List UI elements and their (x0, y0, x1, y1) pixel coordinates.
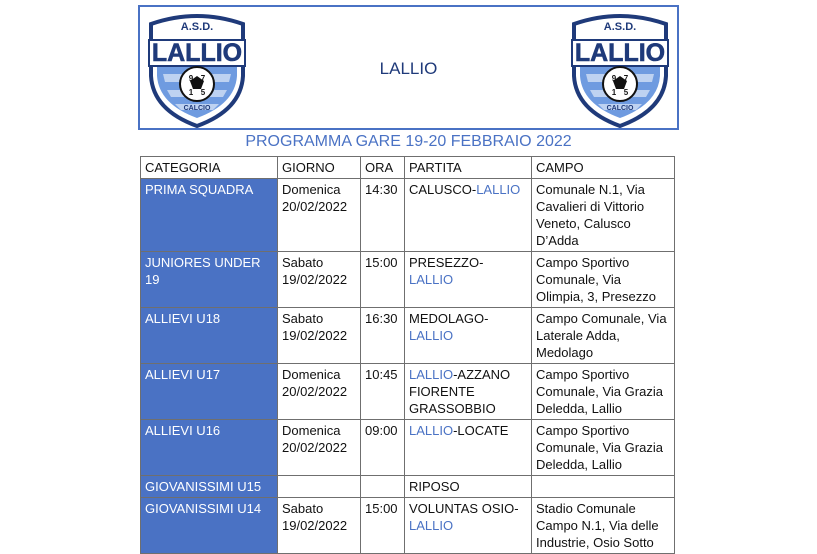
field-cell (532, 476, 675, 498)
field-cell: Campo Sportivo Comunale, Via Olimpia, 3, Presezzo (532, 252, 675, 308)
category-cell: GIOVANISSIMI U15 (141, 476, 278, 498)
svg-text:CALCIO: CALCIO (606, 105, 634, 112)
field-cell: Comunale N.1, Via Cavalieri di Vittorio Veneto, Calusco D’Adda (532, 179, 675, 252)
match-cell (405, 420, 532, 476)
match-schedule-table (140, 156, 675, 554)
svg-text:1: 1 (188, 88, 194, 97)
svg-text:5: 5 (200, 88, 206, 97)
match-text: -LOCATE (453, 423, 509, 438)
header-categoria: CATEGORIA (141, 157, 278, 179)
match-lallio: LALLIO (409, 518, 454, 533)
time-cell: 15:00 (361, 252, 405, 308)
day-cell (278, 476, 361, 498)
field-cell: Stadio Comunale Campo N.1, Via delle Industrie, Osio Sotto (532, 498, 675, 554)
time-cell: 16:30 (361, 308, 405, 364)
svg-text:5: 5 (623, 88, 629, 97)
day-cell (278, 252, 361, 308)
table-row (141, 498, 675, 554)
day-cell (278, 498, 361, 554)
category-cell: PRIMA SQUADRA (141, 179, 278, 252)
match-text: RIPOSO (409, 479, 460, 494)
svg-text:A.S.D.: A.S.D. (603, 21, 637, 33)
field-cell: Campo Sportivo Comunale, Via Grazia Deledda, Lallio (532, 420, 675, 476)
category-cell: ALLIEVI U18 (141, 308, 278, 364)
header-giorno: GIORNO (278, 157, 361, 179)
day-cell (278, 308, 361, 364)
match-lallio: LALLIO (409, 367, 454, 382)
svg-text:1: 1 (611, 88, 617, 97)
match-text: VOLUNTAS OSIO- (409, 501, 519, 516)
table-row (141, 420, 675, 476)
field-cell: Campo Sportivo Comunale, Via Grazia Deledda, Lallio (532, 364, 675, 420)
match-cell (405, 252, 532, 308)
svg-text:A.S.D.: A.S.D. (180, 21, 214, 33)
match-cell (405, 308, 532, 364)
header-partita: PARTITA (405, 157, 532, 179)
svg-text:9: 9 (188, 74, 194, 83)
club-logo-right (566, 10, 674, 128)
day-cell (278, 364, 361, 420)
match-cell (405, 179, 532, 252)
schedule-subtitle: PROGRAMMA GARE 19-20 FEBBRAIO 2022 (245, 133, 572, 150)
header-campo: CAMPO (532, 157, 675, 179)
page-title: LALLIO (379, 59, 438, 78)
category-cell: JUNIORES UNDER 19 (141, 252, 278, 308)
category-cell: ALLIEVI U17 (141, 364, 278, 420)
header-box (138, 5, 679, 130)
day-date: 19/02/2022 (282, 272, 348, 287)
svg-text:9: 9 (611, 74, 617, 83)
svg-text:CALCIO: CALCIO (183, 105, 211, 112)
day-name: Domenica (282, 182, 341, 197)
day-cell (278, 420, 361, 476)
category-cell: GIOVANISSIMI U14 (141, 498, 278, 554)
day-name: Sabato (282, 501, 324, 516)
day-date: 19/02/2022 (282, 518, 348, 533)
time-cell: 15:00 (361, 498, 405, 554)
svg-text:7: 7 (200, 74, 206, 83)
match-cell (405, 498, 532, 554)
day-cell (278, 179, 361, 252)
svg-text:LALLIO: LALLIO (574, 39, 666, 67)
match-text: MEDOLAGO- (409, 311, 489, 326)
svg-text:7: 7 (623, 74, 629, 83)
time-cell: 10:45 (361, 364, 405, 420)
table-header-row (141, 157, 675, 179)
time-cell (361, 476, 405, 498)
field-cell: Campo Comunale, Via Laterale Adda, Medolago (532, 308, 675, 364)
table-row (141, 179, 675, 252)
match-cell (405, 364, 532, 420)
table-row (141, 252, 675, 308)
match-lallio: LALLIO (409, 272, 454, 287)
table-row (141, 476, 675, 498)
day-name: Domenica (282, 423, 341, 438)
match-lallio: LALLIO (476, 182, 521, 197)
day-name: Sabato (282, 311, 324, 326)
time-cell: 14:30 (361, 179, 405, 252)
match-cell (405, 476, 532, 498)
day-date: 19/02/2022 (282, 328, 348, 343)
category-cell: ALLIEVI U16 (141, 420, 278, 476)
day-name: Domenica (282, 367, 341, 382)
time-cell: 09:00 (361, 420, 405, 476)
svg-text:LALLIO: LALLIO (151, 39, 243, 67)
header-ora: ORA (361, 157, 405, 179)
match-text: PRESEZZO- (409, 255, 484, 270)
day-date: 20/02/2022 (282, 199, 348, 214)
match-text: CALUSCO- (409, 182, 477, 197)
match-lallio: LALLIO (409, 328, 454, 343)
table-row (141, 364, 675, 420)
day-name: Sabato (282, 255, 324, 270)
match-text: -AZZANO FIORENTE GRASSOBBIO (409, 367, 511, 416)
table-row (141, 308, 675, 364)
day-date: 20/02/2022 (282, 440, 348, 455)
match-lallio: LALLIO (409, 423, 454, 438)
day-date: 20/02/2022 (282, 384, 348, 399)
